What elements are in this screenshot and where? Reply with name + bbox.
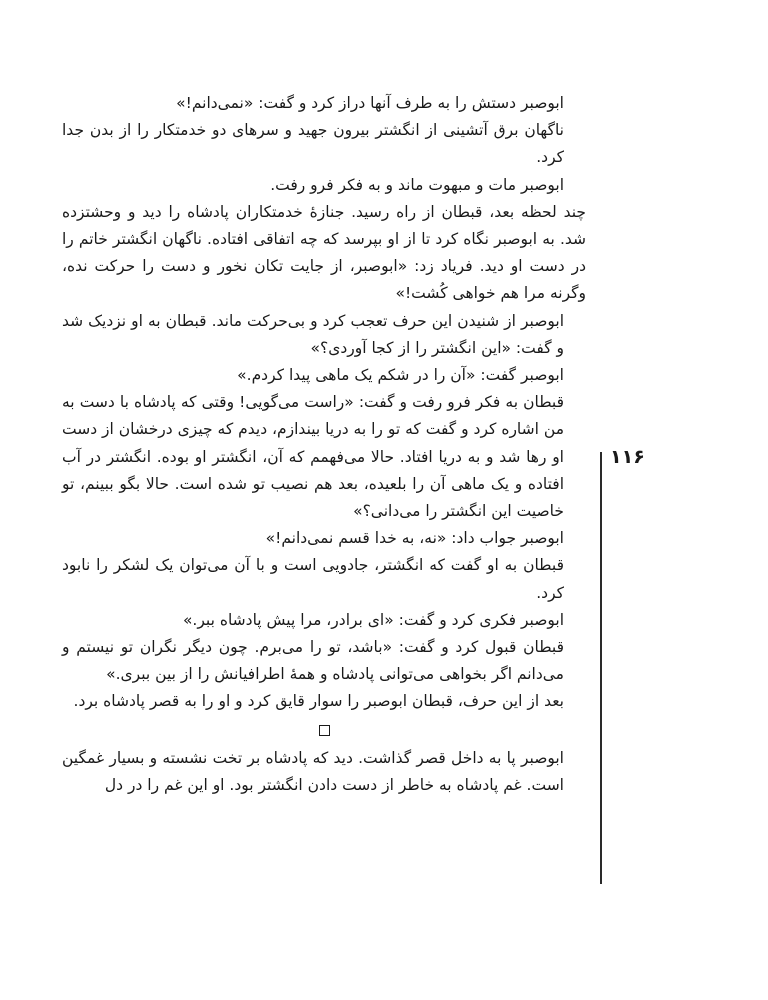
paragraph: ابوصبر مات و مبهوت ماند و به فکر فرو رفت.: [270, 175, 564, 194]
section-divider: [62, 718, 586, 742]
paragraph: چند لحظه بعد، قبطان از راه رسید. جنازهٔ خدمتکاران پادشاه را دید و وحشتزده شد. به ابوصبر نگاه کرد تا از او بپرسد که چه اتفاقی افتاده. ناگهان انگشتر خاتم را در دست او دید. فریاد زد: «ابوصبر، از جایت تکان نخور و دست را حرکت نده، وگرنه مرا هم خواهی کُشت!»: [62, 202, 586, 303]
paragraph: بعد از این حرف، قبطان ابوصبر را سوار قایق کرد و او را به قصر پادشاه برد.: [73, 692, 564, 711]
body-text: [62, 90, 586, 799]
paragraph: ابوصبر دستش را به طرف آنها دراز کرد و گفت: «نمی‌دانم!»: [176, 94, 564, 112]
closing-paragraph: ابوصبر پا به داخل قصر گذاشت. دید که پادشاه بر تخت نشسته و بسیار غمگین است. غم پادشاه به خاطر از دست دادن انگشتر بود. او این غم را در دل: [62, 748, 564, 794]
page-number: ۱۱۶: [610, 446, 645, 468]
paragraph: قبطان قبول کرد و گفت: «باشد، تو را می‌برم. چون دیگر نگران تو نیستم و می‌دانم اگر بخواهی می‌توانی پادشاه و همهٔ اطرافیانش را از بین ببری.»: [62, 638, 564, 684]
margin-rule: [600, 452, 602, 884]
paragraph: قبطان به او گفت که انگشتر، جادویی است و با آن می‌توان یک لشکر را نابود کرد.: [62, 556, 564, 602]
paragraph: ابوصبر گفت: «آن را در شکم یک ماهی پیدا کردم.»: [237, 366, 564, 385]
paragraph: ابوصبر از شنیدن این حرف تعجب کرد و بی‌حرکت ماند. قبطان به او نزدیک شد و گفت: «این انگشتر را از کجا آوردی؟»: [62, 311, 564, 357]
paragraph: ابوصبر فکری کرد و گفت: «ای برادر، مرا پیش پادشاه ببر.»: [182, 610, 564, 629]
square-ornament-icon: [319, 725, 330, 736]
paragraph: ابوصبر جواب داد: «نه، به خدا قسم نمی‌دانم!»: [265, 529, 564, 548]
paragraph: ناگهان برق آتشینی از انگشتر بیرون جهید و سرهای دو خدمتکار را از بدن جدا کرد.: [62, 121, 564, 167]
paragraph: قبطان به فکر فرو رفت و گفت: «راست می‌گویی! وقتی که پادشاه با دست به من اشاره کرد و گفت که تو را به دریا بیندازم، دیدم که چیزی درخشان از دست او رها شد و به دریا افتاد. حالا می‌فهمم که آن، انگشتر او بوده. انگشتر در آب افتاده و یک ماهی آن را بلعیده، بعد هم نصیب تو شده است. حالا بگو ببینم، تو خاصیت این انگشتر را می‌دانی؟»: [62, 393, 564, 521]
